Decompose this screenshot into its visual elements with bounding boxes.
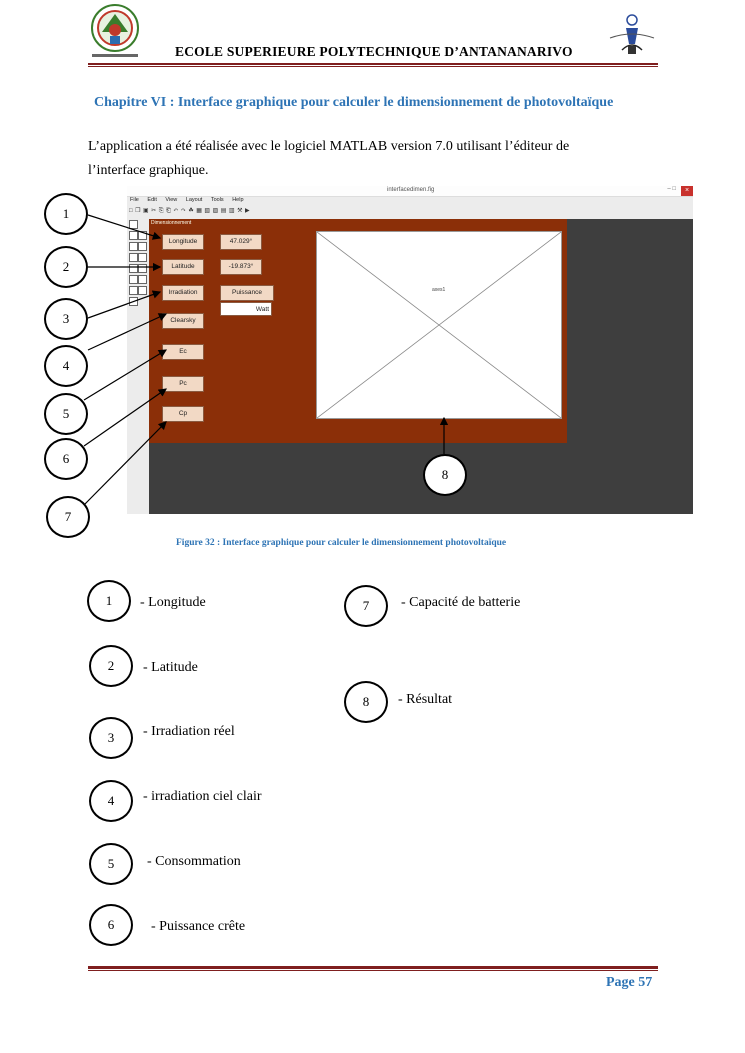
legend-circle-5: 5 (89, 843, 133, 885)
longitude-value[interactable]: 47.029° (220, 234, 262, 250)
minmax-controls[interactable]: – □ (667, 186, 676, 192)
legend-text-4: - irradiation ciel clair (143, 789, 262, 804)
legend-circle-1: 1 (87, 580, 131, 622)
menu-view[interactable]: View (165, 197, 178, 203)
callout-circle-4: 4 (44, 345, 88, 387)
latitude-value[interactable]: -19.873° (220, 259, 262, 275)
legend-text-8: - Résultat (398, 692, 453, 707)
menu-tools[interactable]: Tools (210, 197, 224, 203)
menu-layout[interactable]: Layout (185, 197, 203, 203)
intro-line-1: L’application a été réalisée avec le logiciel MATLAB version 7.0 utilisant l’éditeur de (88, 139, 570, 154)
legend-text-6: - Puissance crête (151, 919, 246, 934)
longitude-button[interactable]: Longitude (162, 234, 204, 250)
latitude-button[interactable]: Latitude (162, 259, 204, 275)
cp-button[interactable]: Cp (162, 406, 204, 422)
pc-button[interactable]: Pc (162, 376, 204, 392)
close-icon[interactable]: × (681, 186, 693, 196)
callout-circle-6: 6 (44, 438, 88, 480)
chapter-title: Chapitre VI : Interface graphique pour calculer le dimensionnement de photovoltaïque (94, 95, 614, 110)
legend-text-1: - Longitude (140, 595, 206, 610)
legend-circle-8: 8 (344, 681, 388, 723)
callout-circle-1: 1 (44, 193, 88, 235)
legend-text-3: - Irradiation réel (143, 724, 235, 739)
panel-title: Dimensionnement (151, 220, 192, 226)
callout-circle-2: 2 (44, 246, 88, 288)
legend-circle-4: 4 (89, 780, 133, 822)
figure-caption: Figure 32 : Interface graphique pour calculer le dimensionnement photovoltaïque (176, 538, 507, 548)
callout-circle-8: 8 (423, 454, 467, 496)
legend-text-5: - Consommation (147, 854, 241, 869)
legend-circle-7: 7 (344, 585, 388, 627)
ec-button[interactable]: Ec (162, 344, 204, 360)
intro-line-2: l’interface graphique. (88, 163, 209, 178)
callout-circle-3: 3 (44, 298, 88, 340)
puissance-button[interactable]: Puissance (220, 285, 274, 301)
window-title: interfacedimen.fig (387, 187, 435, 193)
legend-text-2: - Latitude (143, 660, 198, 675)
watt-field[interactable]: Watt (220, 302, 272, 316)
toolbar[interactable]: □ ❐ ▣ ✂ ⎘ ⎗ ↶ ↷ ☘ ▦ ▧ ▨ ▤ ▥ ⚒ ▶ (129, 208, 251, 214)
footer-rule (88, 966, 658, 969)
legend-circle-2: 2 (89, 645, 133, 687)
page-number: Page 57 (606, 975, 653, 990)
axes-label: axes1 (432, 287, 446, 293)
footer-rule-thin (88, 970, 658, 971)
callout-circle-5: 5 (44, 393, 88, 435)
menu-help[interactable]: Help (232, 197, 244, 203)
callout-circle-7: 7 (46, 496, 90, 538)
legend-text-7: - Capacité de batterie (401, 595, 521, 610)
school-name: ECOLE SUPERIEURE POLYTECHNIQUE D’ANTANANARIVO (175, 44, 573, 59)
clearsky-button[interactable]: Clearsky (162, 313, 204, 329)
menu-file[interactable]: File (130, 197, 139, 203)
menu-edit[interactable]: Edit (147, 197, 157, 203)
legend-circle-3: 3 (89, 717, 133, 759)
irradiation-button[interactable]: Irradiation (162, 285, 204, 301)
legend-circle-6: 6 (89, 904, 133, 946)
